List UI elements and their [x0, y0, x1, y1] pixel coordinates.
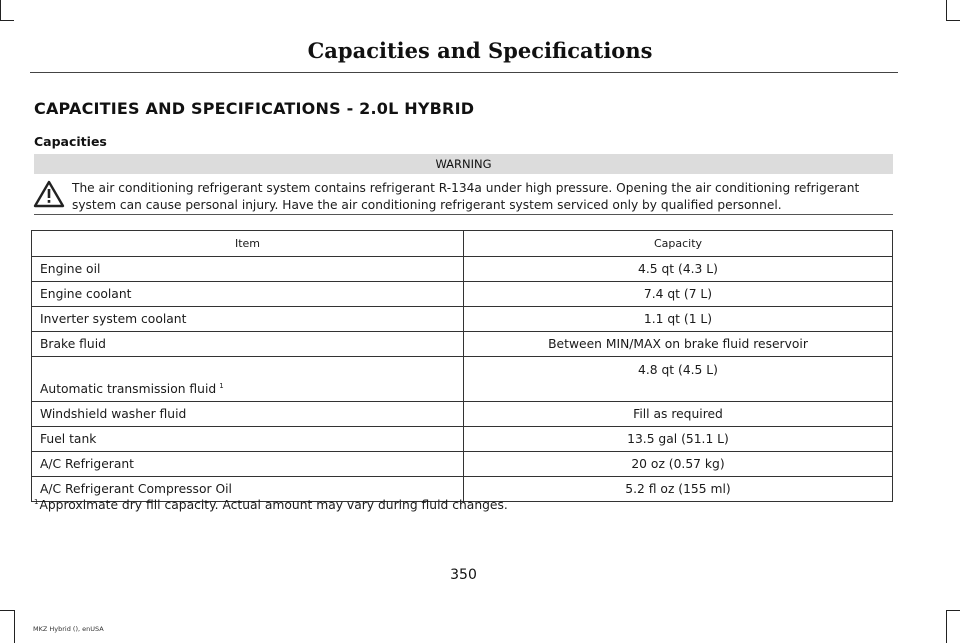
table-row: [32, 402, 893, 427]
crop-mark: [14, 610, 15, 643]
crop-mark: [0, 0, 1, 20]
header-divider: [30, 72, 898, 73]
table-row: [32, 332, 893, 357]
table-cell-capacity: 4.8 qt (4.5 L): [464, 357, 893, 402]
crop-mark: [946, 20, 960, 21]
table-cell-item: A/C Refrigerant Compressor Oil: [32, 477, 464, 502]
table-row: [32, 357, 893, 402]
table-row: [32, 307, 893, 332]
footnote-text: Approximate dry fill capacity. Actual amount may vary during fluid changes.: [39, 498, 508, 513]
warning-divider: [34, 214, 893, 215]
capacities-table: [31, 230, 893, 502]
section-subtitle: Capacities: [34, 134, 107, 149]
footnote-marker: 1: [34, 498, 39, 506]
crop-mark: [946, 0, 947, 20]
page-number: 350: [450, 567, 477, 583]
crop-mark: [946, 610, 947, 643]
table-row: [32, 257, 893, 282]
table-cell-capacity: 7.4 qt (7 L): [464, 282, 893, 307]
table-cell-item: [32, 357, 464, 402]
crop-mark: [0, 20, 14, 21]
table-cell-item: Windshield washer fluid: [32, 402, 464, 427]
table-row: [32, 282, 893, 307]
footnote-reference: 1: [219, 381, 224, 390]
table-cell-item: Engine coolant: [32, 282, 464, 307]
table-cell-capacity: 20 oz (0.57 kg): [464, 452, 893, 477]
table-row: [32, 452, 893, 477]
table-cell-capacity: 4.5 qt (4.3 L): [464, 257, 893, 282]
table-cell-capacity: Between MIN/MAX on brake fluid reservoir: [464, 332, 893, 357]
table-cell-item-text: Automatic transmission fluid: [40, 382, 217, 396]
table-cell-capacity: 1.1 qt (1 L): [464, 307, 893, 332]
table-cell-capacity: 5.2 fl oz (155 ml): [464, 477, 893, 502]
crop-mark: [0, 610, 14, 611]
warning-triangle-icon: [33, 180, 65, 208]
page-header-title: Capacities and Specifications: [307, 38, 653, 63]
warning-label: WARNING: [34, 154, 893, 174]
table-header-row: [32, 231, 893, 257]
table-row: [32, 427, 893, 452]
column-header-item: Item: [32, 231, 464, 257]
section-title: CAPACITIES AND SPECIFICATIONS - 2.0L HYBRID: [34, 99, 475, 118]
table-cell-item: Fuel tank: [32, 427, 464, 452]
table-cell-capacity: 13.5 gal (51.1 L): [464, 427, 893, 452]
warning-text: The air conditioning refrigerant system contains refrigerant R-134a under high pressure. Opening the air conditioning refrigerant system can cause personal injury. Have the air conditioning refrigerant system serviced only by qualified personnel.: [72, 181, 860, 212]
table-cell-item: Engine oil: [32, 257, 464, 282]
table-cell-item: Inverter system coolant: [32, 307, 464, 332]
table-cell-item: A/C Refrigerant: [32, 452, 464, 477]
document-id: MKZ Hybrid (), enUSA: [33, 625, 104, 633]
footnote: [34, 498, 508, 512]
table-cell-capacity: Fill as required: [464, 402, 893, 427]
table-cell-item: Brake fluid: [32, 332, 464, 357]
column-header-capacity: Capacity: [464, 231, 893, 257]
crop-mark: [946, 610, 960, 611]
